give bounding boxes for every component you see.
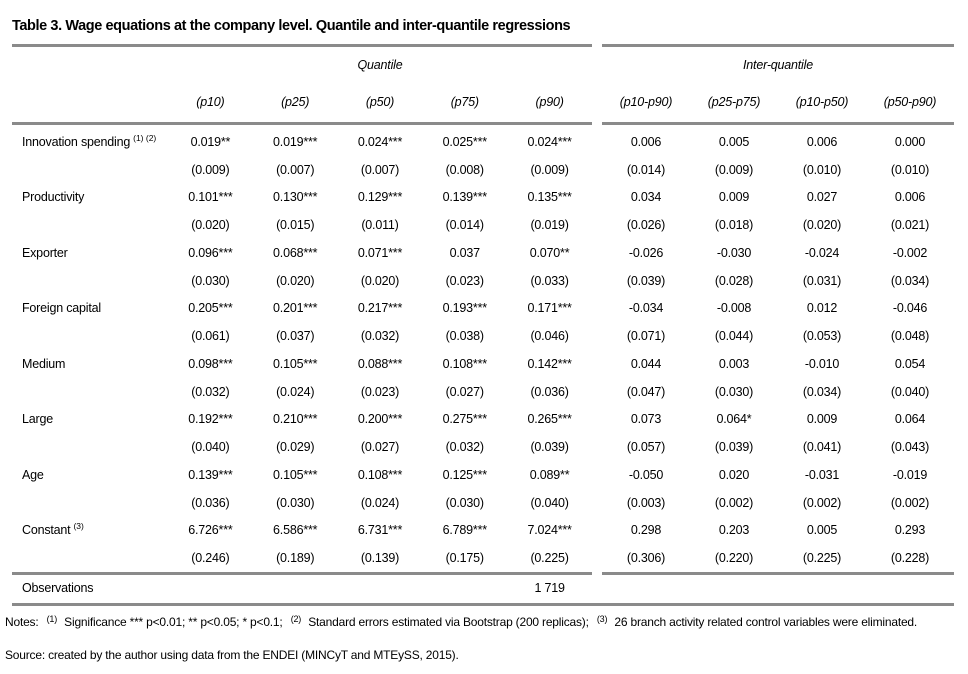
se-cell: (0.189) — [276, 551, 315, 566]
se-cell: (0.007) — [276, 162, 315, 177]
column-header-p90: (p90) — [535, 95, 564, 109]
se-cell: (0.033) — [530, 273, 569, 288]
coef-cell: -0.026 — [628, 245, 664, 260]
coef-cell: -0.050 — [628, 467, 664, 482]
coef-cell: 0.000 — [894, 134, 926, 149]
se-cell: (0.040) — [890, 384, 930, 399]
row-label-empty — [12, 322, 168, 350]
coef-cell: 6.789*** — [442, 523, 487, 538]
se-cell: (0.020) — [191, 218, 230, 233]
coef-cell: 7.024*** — [527, 523, 572, 538]
coef-cell: 0.298 — [630, 523, 662, 538]
source-line: Source: created by the author using data from the ENDEI (MINCyT and MTEySS, 2015). — [5, 648, 459, 662]
rule-under-headers-left — [12, 122, 592, 125]
row-label-empty — [12, 378, 168, 406]
table-title: Table 3. Wage equations at the company level. Quantile and inter-quantile regressions — [12, 18, 571, 34]
coef-cell: 0.006 — [630, 134, 662, 149]
se-cell: (0.020) — [360, 273, 400, 288]
coef-cell: 0.129*** — [357, 190, 403, 205]
se-cell: (0.010) — [802, 162, 842, 177]
se-cell: (0.003) — [626, 495, 666, 510]
rule-under-headers-right — [602, 122, 954, 125]
column-gap — [592, 267, 602, 295]
se-cell: (0.002) — [890, 495, 930, 510]
coef-cell: 0.054 — [894, 356, 926, 371]
column-gap — [592, 184, 602, 212]
se-cell: (0.010) — [890, 162, 930, 177]
coef-cell: 0.070** — [529, 245, 570, 260]
column-header-p50: (p50) — [365, 95, 395, 109]
coef-cell: 0.044 — [630, 356, 662, 371]
notes-prefix: Notes: — [5, 615, 39, 629]
coef-cell: 0.073 — [630, 412, 662, 427]
se-cell: (0.028) — [714, 273, 754, 288]
notes-line — [5, 612, 965, 633]
coef-cell: 0.130*** — [273, 190, 318, 205]
coef-cell: 0.064* — [716, 412, 752, 427]
se-cell: (0.032) — [445, 440, 484, 455]
se-cell: (0.009) — [714, 162, 754, 177]
se-cell: (0.029) — [276, 440, 315, 455]
column-gap — [592, 489, 602, 517]
coef-cell: 6.586*** — [273, 523, 318, 538]
coef-cell: 0.171*** — [527, 301, 572, 316]
se-cell: (0.048) — [890, 329, 930, 344]
column-gap — [592, 295, 602, 323]
coef-cell: 0.024*** — [357, 134, 403, 149]
row-label — [12, 184, 168, 212]
row-label-text: Age — [22, 467, 44, 482]
coef-cell: -0.024 — [804, 245, 840, 260]
coef-cell: -0.002 — [892, 245, 928, 260]
se-cell: (0.225) — [802, 551, 842, 566]
notes-sup-1: (1) — [46, 614, 58, 624]
se-cell: (0.024) — [360, 495, 400, 510]
se-cell: (0.034) — [802, 384, 842, 399]
column-header-p25: (p25) — [281, 95, 310, 109]
row-label-text: Exporter — [22, 245, 68, 260]
se-cell: (0.061) — [191, 329, 230, 344]
coef-cell: 0.139*** — [442, 190, 487, 205]
notes-sup-3: (3) — [596, 614, 608, 624]
coef-cell: 0.265*** — [527, 412, 572, 427]
column-gap — [592, 406, 602, 434]
se-cell: (0.039) — [626, 273, 666, 288]
column-header-p25-p75: (p25-p75) — [707, 95, 761, 109]
row-label-empty — [12, 433, 168, 461]
column-gap — [592, 350, 602, 378]
coef-cell: 0.088*** — [357, 356, 403, 371]
coef-cell: -0.046 — [892, 301, 928, 316]
se-cell: (0.047) — [626, 384, 666, 399]
row-label-text: Constant — [22, 523, 71, 538]
column-gap — [592, 517, 602, 545]
row-label-text: Large — [22, 412, 53, 427]
se-cell: (0.040) — [191, 440, 230, 455]
se-cell: (0.026) — [626, 218, 666, 233]
se-cell: (0.032) — [360, 329, 400, 344]
se-cell: (0.014) — [445, 218, 484, 233]
coef-cell: 0.098*** — [188, 356, 233, 371]
se-cell: (0.043) — [890, 440, 930, 455]
coef-cell: -0.030 — [716, 245, 752, 260]
coef-cell: 0.108*** — [357, 467, 403, 482]
coef-cell: -0.019 — [892, 467, 928, 482]
se-cell: (0.027) — [360, 440, 400, 455]
se-cell: (0.027) — [445, 384, 484, 399]
se-cell: (0.030) — [445, 495, 484, 510]
coef-cell: 0.201*** — [273, 301, 318, 316]
coef-cell: 0.006 — [894, 190, 926, 205]
coef-cell: -0.031 — [804, 467, 840, 482]
row-label — [12, 517, 168, 545]
se-cell: (0.030) — [276, 495, 315, 510]
coef-cell: 0.068*** — [273, 245, 318, 260]
se-cell: (0.053) — [802, 329, 842, 344]
observations-value: 1 719 — [534, 581, 565, 595]
column-gap — [592, 461, 602, 489]
observations-label: Observations — [22, 581, 94, 595]
column-header-p10-p90: (p10-p90) — [619, 95, 673, 109]
column-gap — [592, 433, 602, 461]
coef-cell: 0.108*** — [442, 356, 487, 371]
se-cell: (0.011) — [361, 218, 399, 233]
se-cell: (0.023) — [360, 384, 400, 399]
coef-cell: 0.125*** — [442, 467, 487, 482]
se-cell: (0.008) — [445, 162, 484, 177]
column-gap — [592, 156, 602, 184]
coef-cell: 0.142*** — [527, 356, 572, 371]
coef-cell: 0.009 — [718, 190, 750, 205]
coef-cell: 0.210*** — [273, 412, 318, 427]
se-cell: (0.009) — [191, 162, 230, 177]
se-cell: (0.002) — [714, 495, 754, 510]
se-cell: (0.015) — [276, 218, 315, 233]
se-cell: (0.024) — [276, 384, 315, 399]
coef-cell: 0.293 — [894, 523, 926, 538]
se-cell: (0.039) — [714, 440, 754, 455]
rule-under-title-right — [602, 44, 954, 47]
observations-row — [12, 575, 954, 601]
coef-cell: 0.037 — [449, 245, 480, 260]
se-cell: (0.007) — [360, 162, 400, 177]
coef-cell: -0.034 — [628, 301, 664, 316]
column-gap — [592, 211, 602, 239]
rule-under-title-left — [12, 44, 592, 47]
column-header-row — [12, 91, 954, 113]
se-cell: (0.036) — [530, 384, 569, 399]
se-cell: (0.046) — [530, 329, 569, 344]
coef-cell: 0.005 — [806, 523, 838, 538]
coef-cell: 0.003 — [718, 356, 750, 371]
column-gap — [592, 128, 602, 156]
coef-cell: 0.135*** — [527, 190, 572, 205]
row-label-text: Medium — [22, 356, 66, 371]
coef-cell: 0.020 — [718, 467, 750, 482]
group-header-quantile: Quantile — [357, 58, 403, 72]
se-cell: (0.246) — [191, 551, 230, 566]
se-cell: (0.032) — [191, 384, 230, 399]
coef-cell: 0.012 — [806, 301, 838, 316]
se-cell: (0.020) — [802, 218, 842, 233]
coef-cell: 0.071*** — [357, 245, 403, 260]
se-cell: (0.306) — [626, 551, 666, 566]
row-label-empty — [12, 156, 168, 184]
coef-cell: 0.096*** — [188, 245, 233, 260]
se-cell: (0.037) — [276, 329, 315, 344]
coef-cell: 0.005 — [718, 134, 750, 149]
row-label-empty — [12, 267, 168, 295]
coef-cell: 0.025*** — [442, 134, 487, 149]
coef-cell: 0.205*** — [188, 301, 233, 316]
coef-cell: -0.010 — [804, 356, 840, 371]
coef-cell: 6.731*** — [357, 523, 403, 538]
coef-cell: 0.217*** — [357, 301, 403, 316]
row-label — [12, 406, 168, 434]
coef-cell: 0.089** — [529, 467, 570, 482]
row-label — [12, 128, 168, 156]
coef-cell: 6.726*** — [188, 523, 233, 538]
se-cell: (0.034) — [890, 273, 930, 288]
column-header-p10-p50: (p10-p50) — [795, 95, 849, 109]
notes-segment-2: Standard errors estimated via Bootstrap (200 replicas); — [308, 615, 589, 629]
table-body — [12, 128, 954, 572]
se-cell: (0.021) — [890, 218, 930, 233]
se-cell: (0.014) — [626, 162, 666, 177]
se-cell: (0.044) — [714, 329, 754, 344]
se-cell: (0.023) — [445, 273, 484, 288]
row-label — [12, 239, 168, 267]
coef-cell: 0.101*** — [188, 190, 233, 205]
se-cell: (0.039) — [530, 440, 569, 455]
column-header-p75: (p75) — [450, 95, 479, 109]
se-cell: (0.036) — [191, 495, 230, 510]
se-cell: (0.041) — [802, 440, 842, 455]
column-gap — [592, 91, 602, 113]
coef-cell: 0.006 — [806, 134, 838, 149]
column-gap — [592, 544, 602, 572]
se-cell: (0.002) — [802, 495, 842, 510]
coef-cell: 0.019*** — [273, 134, 318, 149]
row-label-empty — [12, 489, 168, 517]
se-cell: (0.018) — [714, 218, 754, 233]
column-gap — [592, 322, 602, 350]
coef-cell: 0.064 — [894, 412, 926, 427]
se-cell: (0.038) — [445, 329, 484, 344]
row-label-empty — [12, 544, 168, 572]
se-cell: (0.009) — [530, 162, 569, 177]
coef-cell: 0.105*** — [273, 356, 318, 371]
se-cell: (0.220) — [714, 551, 754, 566]
coef-cell: 0.139*** — [188, 467, 233, 482]
se-cell: (0.019) — [530, 218, 569, 233]
coef-cell: -0.008 — [716, 301, 752, 316]
coef-cell: 0.192*** — [188, 412, 233, 427]
se-cell: (0.031) — [802, 273, 842, 288]
notes-sup-2: (2) — [290, 614, 302, 624]
se-cell: (0.225) — [530, 551, 569, 566]
column-gap — [592, 239, 602, 267]
rule-table-bottom — [12, 603, 954, 606]
se-cell: (0.139) — [360, 551, 400, 566]
column-header-p50-p90: (p50-p90) — [883, 95, 937, 109]
row-label — [12, 461, 168, 489]
coef-cell: 0.019** — [190, 134, 231, 149]
coef-cell: 0.193*** — [442, 301, 487, 316]
group-header-interquantile: Inter-quantile — [743, 58, 813, 72]
row-label-superscript: (1) (2) — [133, 132, 157, 143]
coef-cell: 0.200*** — [357, 412, 403, 427]
notes-segment-1: Significance *** p<0.01; ** p<0.05; * p<0.1; — [64, 615, 283, 629]
coef-cell: 0.009 — [806, 412, 838, 427]
row-label-empty — [12, 211, 168, 239]
column-header-p10: (p10) — [196, 95, 225, 109]
row-label — [12, 295, 168, 323]
se-cell: (0.175) — [445, 551, 484, 566]
row-label-text: Foreign capital — [22, 301, 101, 316]
coef-cell: 0.275*** — [442, 412, 487, 427]
se-cell: (0.020) — [276, 273, 315, 288]
coef-cell: 0.203 — [718, 523, 750, 538]
row-label — [12, 350, 168, 378]
se-cell: (0.071) — [626, 329, 666, 344]
se-cell: (0.228) — [890, 551, 930, 566]
se-cell: (0.040) — [530, 495, 569, 510]
row-label-text: Productivity — [22, 190, 85, 205]
se-cell: (0.057) — [626, 440, 666, 455]
coef-cell: 0.024*** — [527, 134, 572, 149]
coef-cell: 0.027 — [806, 190, 838, 205]
row-label-superscript: (3) — [73, 521, 84, 532]
notes-segment-3: 26 branch activity related control variables were eliminated. — [614, 615, 918, 629]
column-gap — [592, 378, 602, 406]
se-cell: (0.030) — [714, 384, 754, 399]
coef-cell: 0.105*** — [273, 467, 318, 482]
row-label-text: Innovation spending — [22, 134, 131, 149]
coef-cell: 0.034 — [630, 190, 662, 205]
se-cell: (0.030) — [191, 273, 230, 288]
column-header-stub — [12, 91, 168, 113]
